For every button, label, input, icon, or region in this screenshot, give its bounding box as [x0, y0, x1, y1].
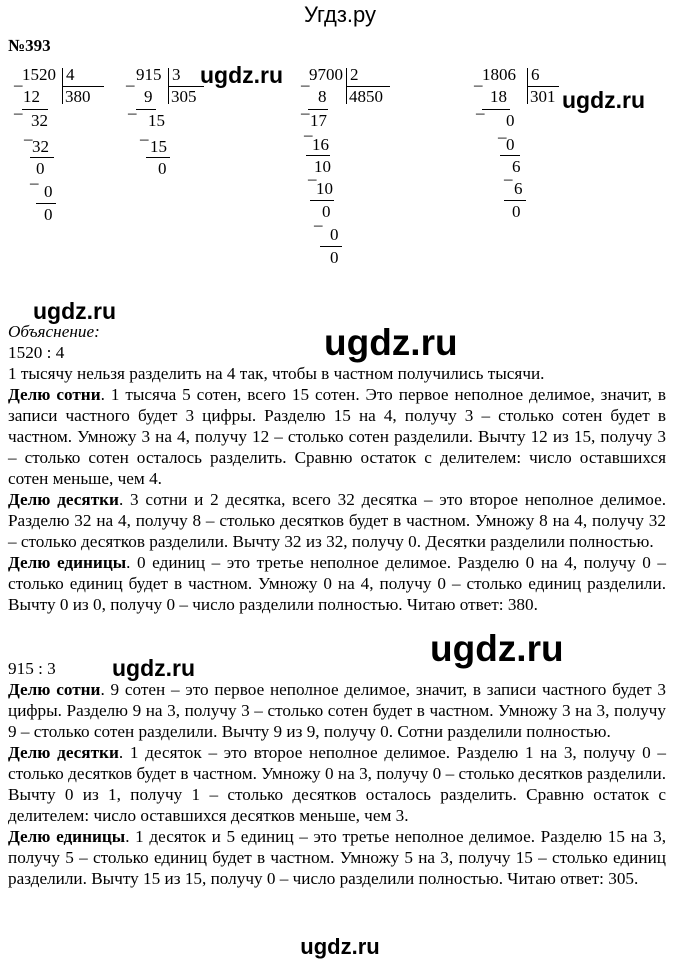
divisor: 6: [531, 65, 540, 84]
step: 15: [148, 111, 165, 130]
step-line: [482, 109, 510, 110]
divisor: 4: [66, 65, 75, 84]
site-header: Угдз.ру: [303, 2, 377, 27]
task-number: №393: [8, 36, 51, 55]
step-line: [30, 157, 54, 158]
quotient: 305: [171, 87, 197, 106]
paragraph-heading: Делю десятки: [8, 743, 119, 762]
quotient: 380: [65, 87, 91, 106]
intro-text: 1 тысячу нельзя разделить на 4 так, чтобы в частном получились тысячи.: [8, 364, 545, 383]
step: 8: [318, 87, 327, 106]
step-line: [146, 157, 170, 158]
paragraph: [8, 489, 666, 552]
step-line: [22, 109, 48, 110]
step: 0: [158, 159, 167, 178]
watermark: ugdz.ru: [562, 87, 646, 113]
paragraph-body: . 1 десяток и 5 единиц – это третье неполное делимое. Разделю 15 на 3, получу 5 – столько единиц будет в частном. Умножу 5 на 3, получу 15 – столько единиц разделили. Вычту 15 из 15, получу 0 – число разделили полностью. Читаю ответ: 305.: [8, 827, 666, 888]
paragraph-heading: Делю единицы: [8, 827, 126, 846]
step-line: [310, 200, 334, 201]
quotient: 301: [530, 87, 556, 106]
paragraph-heading: Делю сотни: [8, 680, 101, 699]
minus-sign: –: [24, 129, 33, 148]
step-line: [308, 109, 328, 110]
divisor: 3: [172, 65, 181, 84]
step: 10: [316, 179, 333, 198]
step: 0: [506, 111, 515, 130]
explanation: [8, 321, 666, 615]
step: 15: [150, 137, 167, 156]
minus-sign: –: [14, 103, 23, 122]
step-line: [36, 203, 56, 204]
step: 0: [330, 225, 339, 244]
dividend: 1520: [22, 65, 56, 84]
minus-sign: –: [504, 169, 513, 188]
step: 32: [31, 111, 48, 130]
step: 0: [322, 202, 331, 221]
watermark: ugdz.ru: [324, 322, 458, 363]
site-footer: ugdz.ru: [300, 934, 380, 959]
paragraph-body: . 0 единиц – это третье неполное делимое. Разделю 0 на 4, получу 0 – столько единиц будет в частном. Умножу 0 на 4, получу 0 – столько единиц разделили. Вычту 0 из 0, получу 0 – число разделили полностью. Читаю ответ: 380.: [8, 553, 666, 614]
paragraph-body: . 1 десяток – это второе неполное делимое. Разделю 1 на 3, получу 0 – столько десятков будет в частном. Умножу 0 на 3, получу 0 – столько десятков разделили. Вычту 0 из 1, получу 1 – столько десятков осталось разделить. Сравню остаток с делителем: число оставшихся десятков меньше, чем 3.: [8, 743, 666, 825]
step: 9: [144, 87, 153, 106]
step: 6: [512, 157, 521, 176]
minus-sign: –: [476, 103, 485, 122]
quotient: 4850: [349, 87, 383, 106]
step-line: [504, 200, 526, 201]
dividend: 915: [136, 65, 162, 84]
explanation-title: Объяснение:: [8, 322, 100, 341]
expression-2: 915 : 3: [8, 659, 56, 678]
step-line: [136, 109, 156, 110]
watermark: ugdz.ru: [200, 62, 284, 88]
dividend: 1806: [482, 65, 516, 84]
paragraph: [8, 826, 666, 889]
paragraph: [8, 679, 666, 742]
minus-sign: –: [474, 75, 483, 94]
paragraph-heading: Делю единицы: [8, 553, 127, 572]
minus-sign: –: [498, 127, 507, 146]
paragraph: [8, 552, 666, 615]
step: 17: [310, 111, 327, 130]
step: 6: [514, 179, 523, 198]
step: 0: [330, 248, 339, 267]
minus-sign: –: [14, 75, 23, 94]
paragraph-heading: Делю сотни: [8, 385, 101, 404]
paragraph-body: . 9 сотен – это первое неполное делимое, значит, в записи частного будет 3 цифры. Разделю 9 на 3, получу 3 – столько сотен будет в частном. Умножу 3 на 3, получу 9 – столько сотен разделили. Вычту 9 из 9, получу 0. Сотни разделили полностью.: [8, 680, 666, 741]
step: 0: [506, 135, 515, 154]
step: 0: [44, 182, 53, 201]
step-line: [306, 155, 330, 156]
step: 0: [44, 205, 53, 224]
paragraph: [8, 742, 666, 826]
watermark: ugdz.ru: [430, 628, 564, 669]
dividend: 9700: [309, 65, 343, 84]
paragraph-body: . 1 тысяча 5 сотен, всего 15 сотен. Это первое неполное делимое, значит, в записи частного будет 3 цифры. Разделю 15 на 4, получу 3 – столько сотен будет в частном. Умножу 3 на 4, получу 12 – столько сотен разделили. Вычту 12 из 15, получу 3 – столько сотен осталось разделить. Сравню остаток с делителем: число оставшихся сотен меньше, чем 4.: [8, 385, 667, 488]
step: 18: [490, 87, 507, 106]
minus-sign: –: [126, 75, 135, 94]
step: 0: [36, 159, 45, 178]
divisor: 2: [350, 65, 359, 84]
minus-sign: –: [140, 129, 149, 148]
step: 10: [314, 157, 331, 176]
watermark: ugdz.ru: [112, 655, 196, 681]
explanation-2: [8, 658, 666, 889]
step-line: [500, 155, 520, 156]
step-line: [320, 246, 342, 247]
minus-sign: –: [301, 75, 310, 94]
minus-sign: –: [128, 103, 137, 122]
step: 0: [512, 202, 521, 221]
minus-sign: –: [308, 169, 317, 188]
minus-sign: –: [30, 173, 39, 192]
minus-sign: –: [301, 103, 310, 122]
step: 16: [312, 135, 329, 154]
paragraph-body: . 3 сотни и 2 десятка, всего 32 десятка – это второе неполное делимое. Разделю 32 на 4, получу 8 – столько десятков будет в частном. Умножу 8 на 4, получу 32 – столько десятков разделили. Вычту 32 из 32, получу 0. Десятки разделили полностью.: [8, 490, 666, 551]
step: 32: [32, 137, 49, 156]
paragraph-heading: Делю десятки: [8, 490, 119, 509]
step: 12: [23, 87, 40, 106]
minus-sign: –: [304, 125, 313, 144]
expression-1: 1520 : 4: [8, 343, 65, 362]
paragraph: [8, 384, 666, 489]
watermark: ugdz.ru: [33, 298, 117, 324]
minus-sign: –: [314, 215, 323, 234]
